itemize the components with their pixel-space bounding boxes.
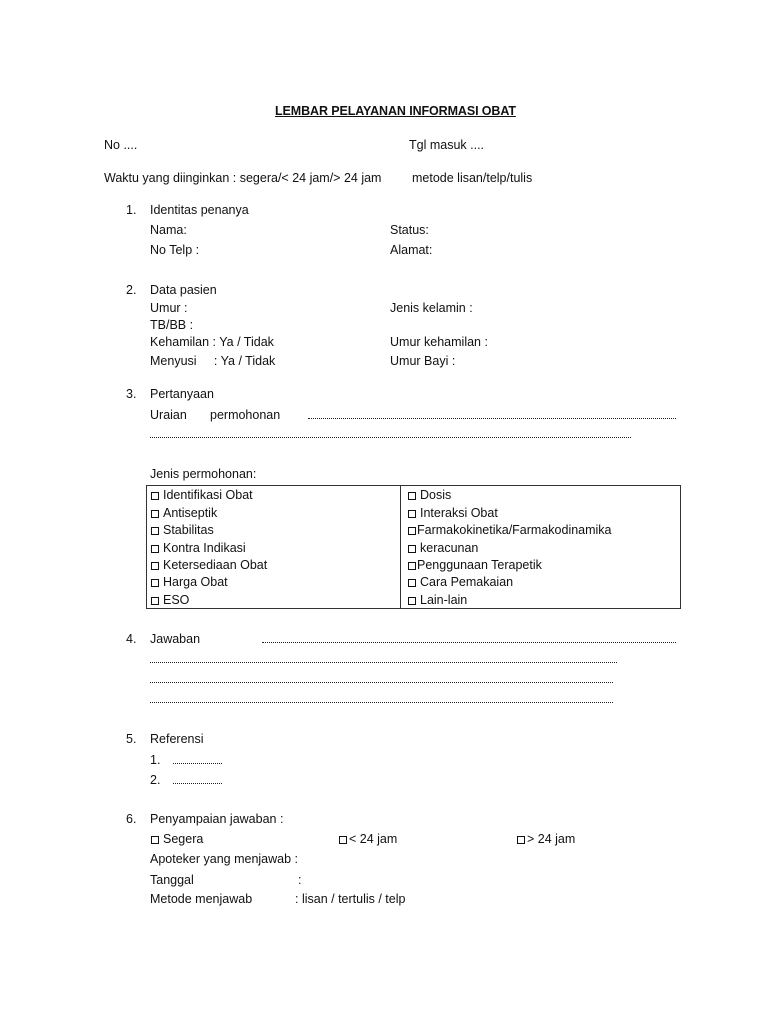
option-label: ESO [163, 593, 190, 607]
section-5-number: 5. [126, 732, 137, 746]
uraian-label: Uraian [150, 408, 187, 422]
checkbox-icon[interactable] [151, 527, 159, 535]
option-keracunan[interactable] [408, 541, 478, 555]
jawaban-line-1[interactable] [262, 642, 676, 643]
option-stabilitas[interactable] [151, 523, 214, 537]
section-4-heading: Jawaban [150, 632, 201, 646]
option-label: Antiseptik [163, 506, 218, 520]
option-label: Cara Pemakaian [420, 575, 514, 589]
option-label: > 24 jam [527, 832, 576, 846]
checkbox-icon[interactable] [151, 579, 159, 587]
section-3-number: 3. [126, 387, 137, 401]
option-label: Dosis [420, 488, 452, 502]
tgl-masuk-field[interactable]: Tgl masuk .... [409, 138, 485, 152]
section-1-heading: Identitas penanya [150, 203, 249, 217]
alamat-field[interactable]: Alamat: [390, 243, 433, 257]
waktu-field[interactable]: Waktu yang diinginkan : segera/< 24 jam/> 24 jam [104, 171, 382, 185]
option-label: Segera [163, 832, 204, 846]
permohonan-label: permohonan [210, 408, 281, 422]
checkbox-icon[interactable] [151, 597, 159, 605]
section-6-number: 6. [126, 812, 137, 826]
no-field[interactable]: No .... [104, 138, 138, 152]
option-label: < 24 jam [349, 832, 398, 846]
option-penggunaan-terapetik[interactable] [408, 558, 542, 572]
section-5-heading: Referensi [150, 732, 204, 746]
umur-kehamilan-field[interactable]: Umur kehamilan : [390, 335, 488, 349]
checkbox-icon[interactable] [408, 597, 416, 605]
section-1-number: 1. [126, 203, 137, 217]
option-dosis[interactable] [408, 488, 451, 502]
table-divider [400, 485, 401, 609]
section-4-number: 4. [126, 632, 137, 646]
option-antiseptik[interactable] [151, 506, 217, 520]
umur-field[interactable]: Umur : [150, 301, 188, 315]
jawaban-line-3[interactable] [150, 682, 613, 683]
nama-field[interactable]: Nama: [150, 223, 187, 237]
kehamilan-field[interactable]: Kehamilan : Ya / Tidak [150, 335, 274, 349]
option-label: Ketersediaan Obat [163, 558, 268, 572]
option-cara-pemakaian[interactable] [408, 575, 513, 589]
tbbb-field[interactable]: TB/BB : [150, 318, 194, 332]
jenis-permohonan-label: Jenis permohonan: [150, 467, 257, 481]
notelp-field[interactable]: No Telp : [150, 243, 200, 257]
option-label: Stabilitas [163, 523, 214, 537]
apoteker-field[interactable]: Apoteker yang menjawab : [150, 852, 299, 866]
section-2-heading: Data pasien [150, 283, 217, 297]
tanggal-field[interactable]: : [298, 873, 302, 887]
option-kontra-indikasi[interactable] [151, 541, 246, 555]
option-segera[interactable] [151, 832, 203, 846]
checkbox-icon[interactable] [151, 510, 159, 518]
ref-2-number: 2. [150, 773, 161, 787]
option-gt-24-jam[interactable] [517, 832, 575, 846]
option-lt-24-jam[interactable] [339, 832, 397, 846]
option-ketersediaan-obat[interactable] [151, 558, 267, 572]
option-harga-obat[interactable] [151, 575, 228, 589]
checkbox-icon[interactable] [151, 545, 159, 553]
option-label: Interaksi Obat [420, 506, 498, 520]
option-farmakokinetika[interactable] [408, 523, 612, 537]
option-label: Lain-lain [420, 593, 468, 607]
checkbox-icon[interactable] [151, 836, 159, 844]
option-interaksi-obat[interactable] [408, 506, 498, 520]
option-lain-lain[interactable] [408, 593, 467, 607]
checkbox-icon[interactable] [408, 527, 416, 535]
option-label: Kontra Indikasi [163, 541, 246, 555]
section-2-number: 2. [126, 283, 137, 297]
option-label: Farmakokinetika/Farmakodinamika [417, 523, 612, 537]
menyusi-field[interactable]: Menyusi : Ya / Tidak [150, 354, 276, 368]
option-eso[interactable] [151, 593, 189, 607]
umur-bayi-field[interactable]: Umur Bayi : [390, 354, 456, 368]
option-label: keracunan [420, 541, 479, 555]
section-3-heading: Pertanyaan [150, 387, 214, 401]
checkbox-icon[interactable] [151, 492, 159, 500]
checkbox-icon[interactable] [151, 562, 159, 570]
metode-menjawab-value[interactable]: : lisan / tertulis / telp [295, 892, 406, 906]
uraian-line-1[interactable] [308, 418, 676, 419]
checkbox-icon[interactable] [408, 492, 416, 500]
checkbox-icon[interactable] [408, 510, 416, 518]
ref-1-line[interactable] [173, 763, 222, 764]
jawaban-line-4[interactable] [150, 702, 613, 703]
metode-menjawab-label: Metode menjawab [150, 892, 253, 906]
tanggal-label: Tanggal [150, 873, 194, 887]
jenis-kelamin-field[interactable]: Jenis kelamin : [390, 301, 473, 315]
checkbox-icon[interactable] [339, 836, 347, 844]
ref-1-number: 1. [150, 753, 161, 767]
option-label: Penggunaan Terapetik [417, 558, 542, 572]
checkbox-icon[interactable] [517, 836, 525, 844]
ref-2-line[interactable] [173, 783, 222, 784]
page-title: LEMBAR PELAYANAN INFORMASI OBAT [275, 104, 516, 118]
uraian-line-2[interactable] [150, 437, 631, 438]
metode-field[interactable]: metode lisan/telp/tulis [412, 171, 533, 185]
checkbox-icon[interactable] [408, 545, 416, 553]
status-field[interactable]: Status: [390, 223, 429, 237]
checkbox-icon[interactable] [408, 562, 416, 570]
checkbox-icon[interactable] [408, 579, 416, 587]
option-identifikasi-obat[interactable] [151, 488, 253, 502]
section-6-heading: Penyampaian jawaban : [150, 812, 284, 826]
option-label: Identifikasi Obat [163, 488, 253, 502]
jawaban-line-2[interactable] [150, 662, 617, 663]
option-label: Harga Obat [163, 575, 228, 589]
